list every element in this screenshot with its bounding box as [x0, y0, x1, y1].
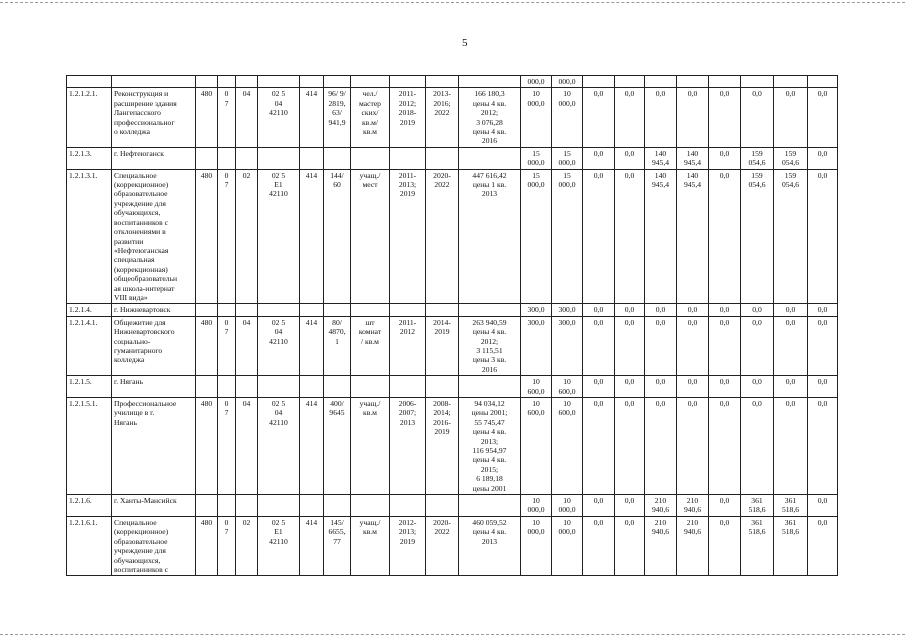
funding-value-4: 0,0 [615, 169, 645, 304]
table-row [67, 304, 838, 316]
funding-value-10: 0,0 [808, 169, 838, 304]
funding-value-4: 0,0 [615, 316, 645, 375]
funding-value-8: 361 518,6 [741, 495, 774, 517]
funding-value-10: 0,0 [808, 376, 838, 398]
funding-value-3: 0,0 [583, 316, 615, 375]
row-code: 1.2.1.6.1. [67, 516, 112, 575]
table-row [67, 147, 838, 169]
top-scan-edge [0, 2, 905, 3]
funding-value-3: 0,0 [583, 169, 615, 304]
funding-value-1: 15 000,0 [521, 169, 552, 304]
code-col-3 [236, 376, 258, 398]
code-col-1 [196, 376, 218, 398]
funding-value-9: 159 054,6 [774, 147, 808, 169]
funding-value-6: 0,0 [677, 398, 709, 495]
code-col-2: 0 7 [218, 316, 236, 375]
code-col-1: 480 [196, 398, 218, 495]
funding-value-1: 10 000,0 [521, 88, 552, 147]
funding-value-3: 0,0 [583, 495, 615, 517]
code-col-3 [236, 495, 258, 517]
code-col-2: 0 7 [218, 398, 236, 495]
capacity [324, 376, 351, 398]
period-design: 2012- 2013; 2019 [390, 516, 426, 575]
funding-value-3: 0,0 [583, 398, 615, 495]
row-code: 1.2.1.6. [67, 495, 112, 517]
capacity: 80/ 4870, 1 [324, 316, 351, 375]
estimated-cost: 460 059,52 цены 4 кв. 2013 [459, 516, 521, 575]
funding-value-10: 0,0 [808, 516, 838, 575]
code-col-2: 0 7 [218, 169, 236, 304]
code-col-3 [236, 147, 258, 169]
capacity: 145/ 6655, 77 [324, 516, 351, 575]
funding-value-8: 0,0 [741, 304, 774, 316]
code-col-4: 02 5 Е1 42110 [258, 169, 300, 304]
estimated-cost: 166 180,3 цены 4 кв. 2012; 3 076,28 цены 4 кв. 2016 [459, 88, 521, 147]
funding-value-1: 300,0 [521, 304, 552, 316]
row-name: Реконструкция и расширение здания Лангепасского профессиональног о колледжа [112, 88, 196, 147]
cell [196, 76, 218, 88]
funding-value-10: 0,0 [808, 316, 838, 375]
estimated-cost: 447 616,42 цены 1 кв. 2013 [459, 169, 521, 304]
funding-value-3: 0,0 [583, 376, 615, 398]
funding-value-5: 0,0 [645, 398, 677, 495]
row-code: 1.2.1.4. [67, 304, 112, 316]
cell [351, 76, 390, 88]
estimated-cost: 94 034,12 цены 2001; 55 745,47 цены 4 кв. 2013; 116 954,97 цены 4 кв. 2015; 6 189,18 цены 2001 [459, 398, 521, 495]
period-design: 2011- 2012; 2018- 2019 [390, 88, 426, 147]
code-col-1: 480 [196, 88, 218, 147]
funding-value-2: 15 000,0 [552, 169, 583, 304]
unit: учащ./ мест [351, 169, 390, 304]
table-row [67, 495, 838, 517]
funding-value-2: 300,0 [552, 316, 583, 375]
code-col-4: 02 5 Е1 42110 [258, 516, 300, 575]
funding-value-8: 0,0 [741, 398, 774, 495]
bottom-scan-edge [0, 634, 905, 635]
code-col-4: 02 5 04 42110 [258, 398, 300, 495]
code-col-5: 414 [300, 516, 324, 575]
estimated-cost [459, 147, 521, 169]
unit [351, 495, 390, 517]
code-col-4: 02 5 04 42110 [258, 88, 300, 147]
period-design [390, 495, 426, 517]
cell [218, 76, 236, 88]
cell [112, 76, 196, 88]
funding-value-8: 159 054,6 [741, 169, 774, 304]
period-design: 2011- 2013; 2019 [390, 169, 426, 304]
capacity: 144/ 60 [324, 169, 351, 304]
cell [741, 76, 774, 88]
funding-value-4: 0,0 [615, 398, 645, 495]
funding-value-6: 140 945,4 [677, 147, 709, 169]
funding-value-4: 0,0 [615, 304, 645, 316]
funding-value-1: 10 000,0 [521, 516, 552, 575]
funding-value-2: 300,0 [552, 304, 583, 316]
cell [258, 76, 300, 88]
code-col-5: 414 [300, 169, 324, 304]
code-col-5 [300, 147, 324, 169]
funding-value-8: 0,0 [741, 376, 774, 398]
unit [351, 376, 390, 398]
funding-value-5: 140 945,4 [645, 147, 677, 169]
funding-value-5: 0,0 [645, 376, 677, 398]
page-number: 5 [462, 37, 468, 49]
period-build: 2013- 2016; 2022 [426, 88, 459, 147]
funding-value-10: 0,0 [808, 495, 838, 517]
period-build [426, 304, 459, 316]
funding-value-9: 0,0 [774, 398, 808, 495]
funding-value-8: 159 054,6 [741, 147, 774, 169]
code-col-2 [218, 304, 236, 316]
funding-value-2: 10 000,0 [552, 495, 583, 517]
period-design [390, 304, 426, 316]
period-build: 2008- 2014; 2016- 2019 [426, 398, 459, 495]
cell [677, 76, 709, 88]
period-build: 2020- 2022 [426, 169, 459, 304]
row-name: г. Нефтеюганск [112, 147, 196, 169]
cell [300, 76, 324, 88]
unit: шт комнат / кв.м [351, 316, 390, 375]
funding-value-7: 0,0 [709, 316, 741, 375]
funding-value-5: 0,0 [645, 316, 677, 375]
funding-value-6: 0,0 [677, 304, 709, 316]
row-name: Специальное (коррекционное) образовательное учреждение для обучающихся, воспитанников с [112, 516, 196, 575]
cell [615, 76, 645, 88]
unit: учащ./ кв.м [351, 516, 390, 575]
row-code: 1.2.1.2.1. [67, 88, 112, 147]
funding-value-5: 210 940,6 [645, 495, 677, 517]
code-col-1: 480 [196, 316, 218, 375]
funding-value-5: 0,0 [645, 304, 677, 316]
code-col-2 [218, 376, 236, 398]
funding-value-6: 210 940,6 [677, 495, 709, 517]
funding-value-4: 0,0 [615, 88, 645, 147]
funding-value-2: 10 600,0 [552, 376, 583, 398]
cell [645, 76, 677, 88]
funding-value-3: 0,0 [583, 88, 615, 147]
funding-value-3: 0,0 [583, 147, 615, 169]
funding-value-5: 210 940,6 [645, 516, 677, 575]
funding-value-6: 0,0 [677, 88, 709, 147]
row-code: 1.2.1.5. [67, 376, 112, 398]
funding-value-1: 300,0 [521, 316, 552, 375]
funding-value-9: 159 054,6 [774, 169, 808, 304]
funding-value-9: 0,0 [774, 316, 808, 375]
table-row-continued [67, 76, 838, 88]
capacity [324, 147, 351, 169]
code-col-5 [300, 376, 324, 398]
funding-value-1: 10 000,0 [521, 495, 552, 517]
cell [808, 76, 838, 88]
carry-value-1: 000,0 [521, 76, 552, 88]
period-build: 2014- 2019 [426, 316, 459, 375]
code-col-1 [196, 147, 218, 169]
funding-value-2: 10 600,0 [552, 398, 583, 495]
code-col-4 [258, 147, 300, 169]
funding-value-6: 210 940,6 [677, 516, 709, 575]
code-col-4 [258, 376, 300, 398]
table-row [67, 398, 838, 495]
code-col-2: 0 7 [218, 88, 236, 147]
code-col-5 [300, 495, 324, 517]
code-col-5: 414 [300, 398, 324, 495]
row-name: г. Нижневартовск [112, 304, 196, 316]
code-col-5: 414 [300, 88, 324, 147]
funding-value-4: 0,0 [615, 516, 645, 575]
funding-value-5: 0,0 [645, 88, 677, 147]
table-row [67, 376, 838, 398]
code-col-3: 04 [236, 88, 258, 147]
code-col-1 [196, 304, 218, 316]
table-row [67, 516, 838, 575]
unit [351, 304, 390, 316]
code-col-3: 04 [236, 316, 258, 375]
funding-value-9: 361 518,6 [774, 516, 808, 575]
period-design: 2011- 2012 [390, 316, 426, 375]
capacity [324, 495, 351, 517]
table-row [67, 316, 838, 375]
row-name: Профессиональное училище в г. Нягань [112, 398, 196, 495]
cell [236, 76, 258, 88]
row-name: Общежитие для Нижневартовского социально- гуманитарного колледжа [112, 316, 196, 375]
funding-value-6: 0,0 [677, 376, 709, 398]
funding-value-10: 0,0 [808, 304, 838, 316]
funding-value-7: 0,0 [709, 376, 741, 398]
funding-value-7: 0,0 [709, 398, 741, 495]
cell [774, 76, 808, 88]
unit: чел./ мастер ских/ кв.м/ кв.м [351, 88, 390, 147]
table-row [67, 169, 838, 304]
funding-value-4: 0,0 [615, 376, 645, 398]
row-name: Специальное (коррекционное) образовательное учреждение для обучающихся, воспитанников с отклонениями в развитии «Нефтеюганская специальная (коррекционная) общеобразовательн ая школа-интернат VIII вида» [112, 169, 196, 304]
funding-value-9: 0,0 [774, 376, 808, 398]
code-col-2 [218, 147, 236, 169]
funding-value-4: 0,0 [615, 147, 645, 169]
funding-value-2: 15 000,0 [552, 147, 583, 169]
row-name: г. Нягань [112, 376, 196, 398]
code-col-1: 480 [196, 169, 218, 304]
funding-value-2: 10 000,0 [552, 516, 583, 575]
funding-value-6: 140 945,4 [677, 169, 709, 304]
funding-value-10: 0,0 [808, 147, 838, 169]
funding-value-7: 0,0 [709, 516, 741, 575]
carry-value-2: 000,0 [552, 76, 583, 88]
capacity [324, 304, 351, 316]
funding-value-1: 10 600,0 [521, 376, 552, 398]
funding-value-8: 0,0 [741, 316, 774, 375]
code-col-3 [236, 304, 258, 316]
funding-value-3: 0,0 [583, 304, 615, 316]
funding-value-1: 15 000,0 [521, 147, 552, 169]
row-name: г. Ханты-Мансийск [112, 495, 196, 517]
budget-table [66, 75, 838, 576]
funding-value-9: 0,0 [774, 88, 808, 147]
period-build [426, 376, 459, 398]
table-row [67, 88, 838, 147]
funding-value-7: 0,0 [709, 495, 741, 517]
funding-value-7: 0,0 [709, 88, 741, 147]
funding-value-1: 10 600,0 [521, 398, 552, 495]
row-code: 1.2.1.3. [67, 147, 112, 169]
period-build [426, 495, 459, 517]
budget-table-body [67, 76, 838, 576]
code-col-3: 04 [236, 398, 258, 495]
code-col-1 [196, 495, 218, 517]
cell [583, 76, 615, 88]
estimated-cost [459, 304, 521, 316]
estimated-cost: 263 940,59 цены 4 кв. 2012; 3 115,51 цены 3 кв. 2016 [459, 316, 521, 375]
unit: учащ./ кв.м [351, 398, 390, 495]
funding-value-10: 0,0 [808, 88, 838, 147]
code-col-4 [258, 495, 300, 517]
funding-value-2: 10 000,0 [552, 88, 583, 147]
cell [709, 76, 741, 88]
funding-value-6: 0,0 [677, 316, 709, 375]
cell [426, 76, 459, 88]
funding-value-9: 0,0 [774, 304, 808, 316]
funding-value-3: 0,0 [583, 516, 615, 575]
code-col-2: 0 7 [218, 516, 236, 575]
estimated-cost [459, 495, 521, 517]
code-col-2 [218, 495, 236, 517]
estimated-cost [459, 376, 521, 398]
code-col-1: 480 [196, 516, 218, 575]
capacity: 400/ 9645 [324, 398, 351, 495]
period-design [390, 376, 426, 398]
cell [390, 76, 426, 88]
row-code: 1.2.1.3.1. [67, 169, 112, 304]
code-col-5 [300, 304, 324, 316]
unit [351, 147, 390, 169]
funding-value-4: 0,0 [615, 495, 645, 517]
funding-value-7: 0,0 [709, 304, 741, 316]
period-build: 2020- 2022 [426, 516, 459, 575]
code-col-3: 02 [236, 169, 258, 304]
funding-value-8: 361 518,6 [741, 516, 774, 575]
funding-value-5: 140 945,4 [645, 169, 677, 304]
capacity: 96/ 9/ 2819, 63/ 941,9 [324, 88, 351, 147]
row-code: 1.2.1.5.1. [67, 398, 112, 495]
cell [459, 76, 521, 88]
code-col-3: 02 [236, 516, 258, 575]
funding-value-7: 0,0 [709, 169, 741, 304]
funding-value-7: 0,0 [709, 147, 741, 169]
cell [324, 76, 351, 88]
funding-value-9: 361 518,6 [774, 495, 808, 517]
cell [67, 76, 112, 88]
code-col-5: 414 [300, 316, 324, 375]
code-col-4 [258, 304, 300, 316]
funding-value-10: 0,0 [808, 398, 838, 495]
period-design: 2006- 2007; 2013 [390, 398, 426, 495]
code-col-4: 02 5 04 42110 [258, 316, 300, 375]
period-build [426, 147, 459, 169]
period-design [390, 147, 426, 169]
row-code: 1.2.1.4.1. [67, 316, 112, 375]
funding-value-8: 0,0 [741, 88, 774, 147]
